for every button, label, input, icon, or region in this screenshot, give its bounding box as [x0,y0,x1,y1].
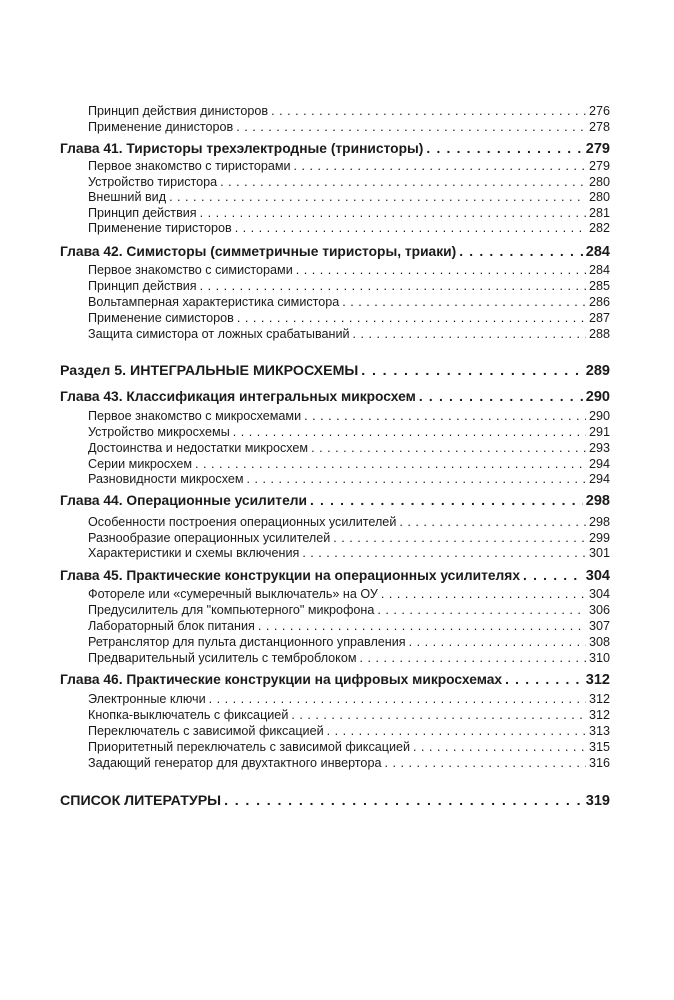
toc-entry [88,190,610,204]
dot-leader [220,175,586,189]
dot-leader [237,311,586,325]
toc-page-number: 284 [588,263,610,277]
toc-title: Первое знакомство с симисторами [88,263,293,277]
toc-entry [88,708,610,722]
toc-title: Предусилитель для "компьютерного" микрофона [88,603,375,617]
toc-entry [88,587,610,601]
dot-leader [413,740,586,754]
toc-title: Применение динисторов [88,120,234,134]
toc-entry [88,409,610,423]
toc-title: Разнообразие операционных усилителей [88,531,331,545]
toc-entry [88,472,610,486]
toc-chapter [60,568,610,584]
toc-page-number: 287 [588,311,610,325]
dot-leader [381,587,586,601]
toc-page-number: 319 [585,793,610,809]
toc-page-number: 291 [588,425,610,439]
toc-title: Электронные ключи [88,692,206,706]
toc-page-number: 294 [588,472,610,486]
dot-leader [169,190,586,204]
toc-entry [88,724,610,738]
dot-leader [304,409,586,423]
toc-entry [88,515,610,529]
toc-title: Разновидности микросхем [88,472,244,486]
toc-chapter [60,141,610,157]
dot-leader [302,546,586,560]
dot-leader [505,672,583,687]
toc-entry [88,295,610,309]
toc-title: Глава 45. Практические конструкции на операционных усилителях [60,568,521,583]
toc-title: Устройство микросхемы [88,425,230,439]
toc-page-number: 313 [588,724,610,738]
dot-leader [384,756,586,770]
toc-page-number: 304 [588,587,610,601]
dot-leader [409,635,586,649]
dot-leader [200,206,586,220]
toc-title: Достоинства и недостатки микросхем [88,441,309,455]
toc-page-number: 279 [585,141,610,157]
dot-leader [233,425,586,439]
toc-page-number: 304 [585,568,610,584]
toc-page-number: 285 [588,279,610,293]
toc-entry [88,531,610,545]
toc-title: Защита симистора от ложных срабатываний [88,327,350,341]
toc-page-number: 293 [588,441,610,455]
dot-leader [235,221,586,235]
toc-entry [88,619,610,633]
toc-page-number: 306 [588,603,610,617]
toc-chapter [60,672,610,688]
toc-title: Приоритетный переключатель с зависимой фиксацией [88,740,411,754]
toc-title: Принцип действия динисторов [88,104,269,118]
toc-entry [88,175,610,189]
toc-title: Устройство тиристора [88,175,218,189]
toc-title: Переключатель с зависимой фиксацией [88,724,324,738]
toc-title: Глава 44. Операционные усилители [60,493,307,508]
toc-entry [88,756,610,770]
toc-title: Глава 46. Практические конструкции на цифровых микросхемах [60,672,503,687]
toc-title: СПИСОК ЛИТЕРАТУРЫ [60,793,222,809]
toc-chapter [60,389,610,405]
toc-title: Первое знакомство с тиристорами [88,159,291,173]
dot-leader [419,389,583,404]
toc-title: Раздел 5. ИНТЕГРАЛЬНЫЕ МИКРОСХЕМЫ [60,363,359,379]
dot-leader [399,515,586,529]
toc-title: Первое знакомство с микросхемами [88,409,302,423]
dot-leader [353,327,586,341]
toc-section [60,363,610,379]
toc-page-number: 276 [588,104,610,118]
toc-page-number: 316 [588,756,610,770]
toc-chapter [60,493,610,509]
toc-entry [88,441,610,455]
toc-page-number: 299 [588,531,610,545]
dot-leader [459,244,583,259]
toc-page-number: 298 [588,515,610,529]
toc-title: Применение симисторов [88,311,234,325]
toc-page-number: 294 [588,457,610,471]
toc-title: Применение тиристоров [88,221,232,235]
toc-entry [88,311,610,325]
toc-title: Внешний вид [88,190,167,204]
toc-entry [88,120,610,134]
toc-page-number: 312 [588,692,610,706]
toc-title: Предварительный усилитель с темброблоком [88,651,357,665]
toc-title: Кнопка-выключатель с фиксацией [88,708,289,722]
toc-entry [88,221,610,235]
toc-entry [88,740,610,754]
toc-page-number: 279 [588,159,610,173]
toc-page-number: 281 [588,206,610,220]
dot-leader [342,295,586,309]
dot-leader [291,708,586,722]
dot-leader [258,619,586,633]
toc-title: Лабораторный блок питания [88,619,255,633]
toc-title: Особенности построения операционных усилителей [88,515,397,529]
dot-leader [200,279,586,293]
toc-title: Глава 42. Симисторы (симметричные тиристоры, триаки) [60,244,457,259]
toc-entry [88,263,610,277]
toc-title: Характеристики и схемы включения [88,546,300,560]
dot-leader [361,363,583,379]
toc-page-number: 312 [588,708,610,722]
toc-page-number: 290 [588,409,610,423]
toc-page-number: 307 [588,619,610,633]
toc-page-number: 284 [585,244,610,260]
dot-leader [294,159,586,173]
toc-entry [88,603,610,617]
toc-entry [88,206,610,220]
toc-title: Ретранслятор для пульта дистанционного управления [88,635,406,649]
toc-title: Вольтамперная характеристика симистора [88,295,340,309]
dot-leader [271,104,586,118]
toc-title: Принцип действия [88,206,197,220]
dot-leader [209,692,586,706]
toc-page-number: 310 [588,651,610,665]
toc-entry [88,327,610,341]
toc-entry [88,635,610,649]
dot-leader [296,263,586,277]
dot-leader [236,120,586,134]
toc-section [60,793,610,809]
dot-leader [224,793,583,809]
toc-page-number: 301 [588,546,610,560]
dot-leader [377,603,586,617]
toc-page-number: 278 [588,120,610,134]
dot-leader [360,651,586,665]
toc-title: Фотореле или «сумеречный выключатель» на ОУ [88,587,378,601]
dot-leader [426,141,582,156]
toc-entry [88,159,610,173]
toc-title: Принцип действия [88,279,197,293]
dot-leader [333,531,586,545]
toc-entry [88,457,610,471]
toc-title: Глава 41. Тиристоры трехэлектродные (тринисторы) [60,141,424,156]
toc-entry [88,104,610,118]
toc-page-number: 298 [585,493,610,509]
toc-page-number: 280 [588,190,610,204]
dot-leader [310,493,583,508]
toc-title: Серии микросхем [88,457,192,471]
dot-leader [523,568,583,583]
toc-entry [88,546,610,560]
toc-page-number: 312 [585,672,610,688]
dot-leader [195,457,586,471]
toc-page-number: 280 [588,175,610,189]
toc-page-number: 308 [588,635,610,649]
toc-title: Задающий генератор для двухтактного инвертора [88,756,382,770]
toc-page-number: 289 [585,363,610,379]
toc-page-number: 286 [588,295,610,309]
toc-chapter [60,244,610,260]
toc-page-number: 282 [588,221,610,235]
toc-entry [88,279,610,293]
dot-leader [247,472,586,486]
toc-page-number: 315 [588,740,610,754]
toc-entry [88,651,610,665]
toc-entry [88,692,610,706]
toc-entry [88,425,610,439]
toc-page-number: 288 [588,327,610,341]
dot-leader [327,724,586,738]
toc-title: Глава 43. Классификация интегральных микросхем [60,389,416,404]
dot-leader [311,441,586,455]
toc-page-number: 290 [585,389,610,405]
